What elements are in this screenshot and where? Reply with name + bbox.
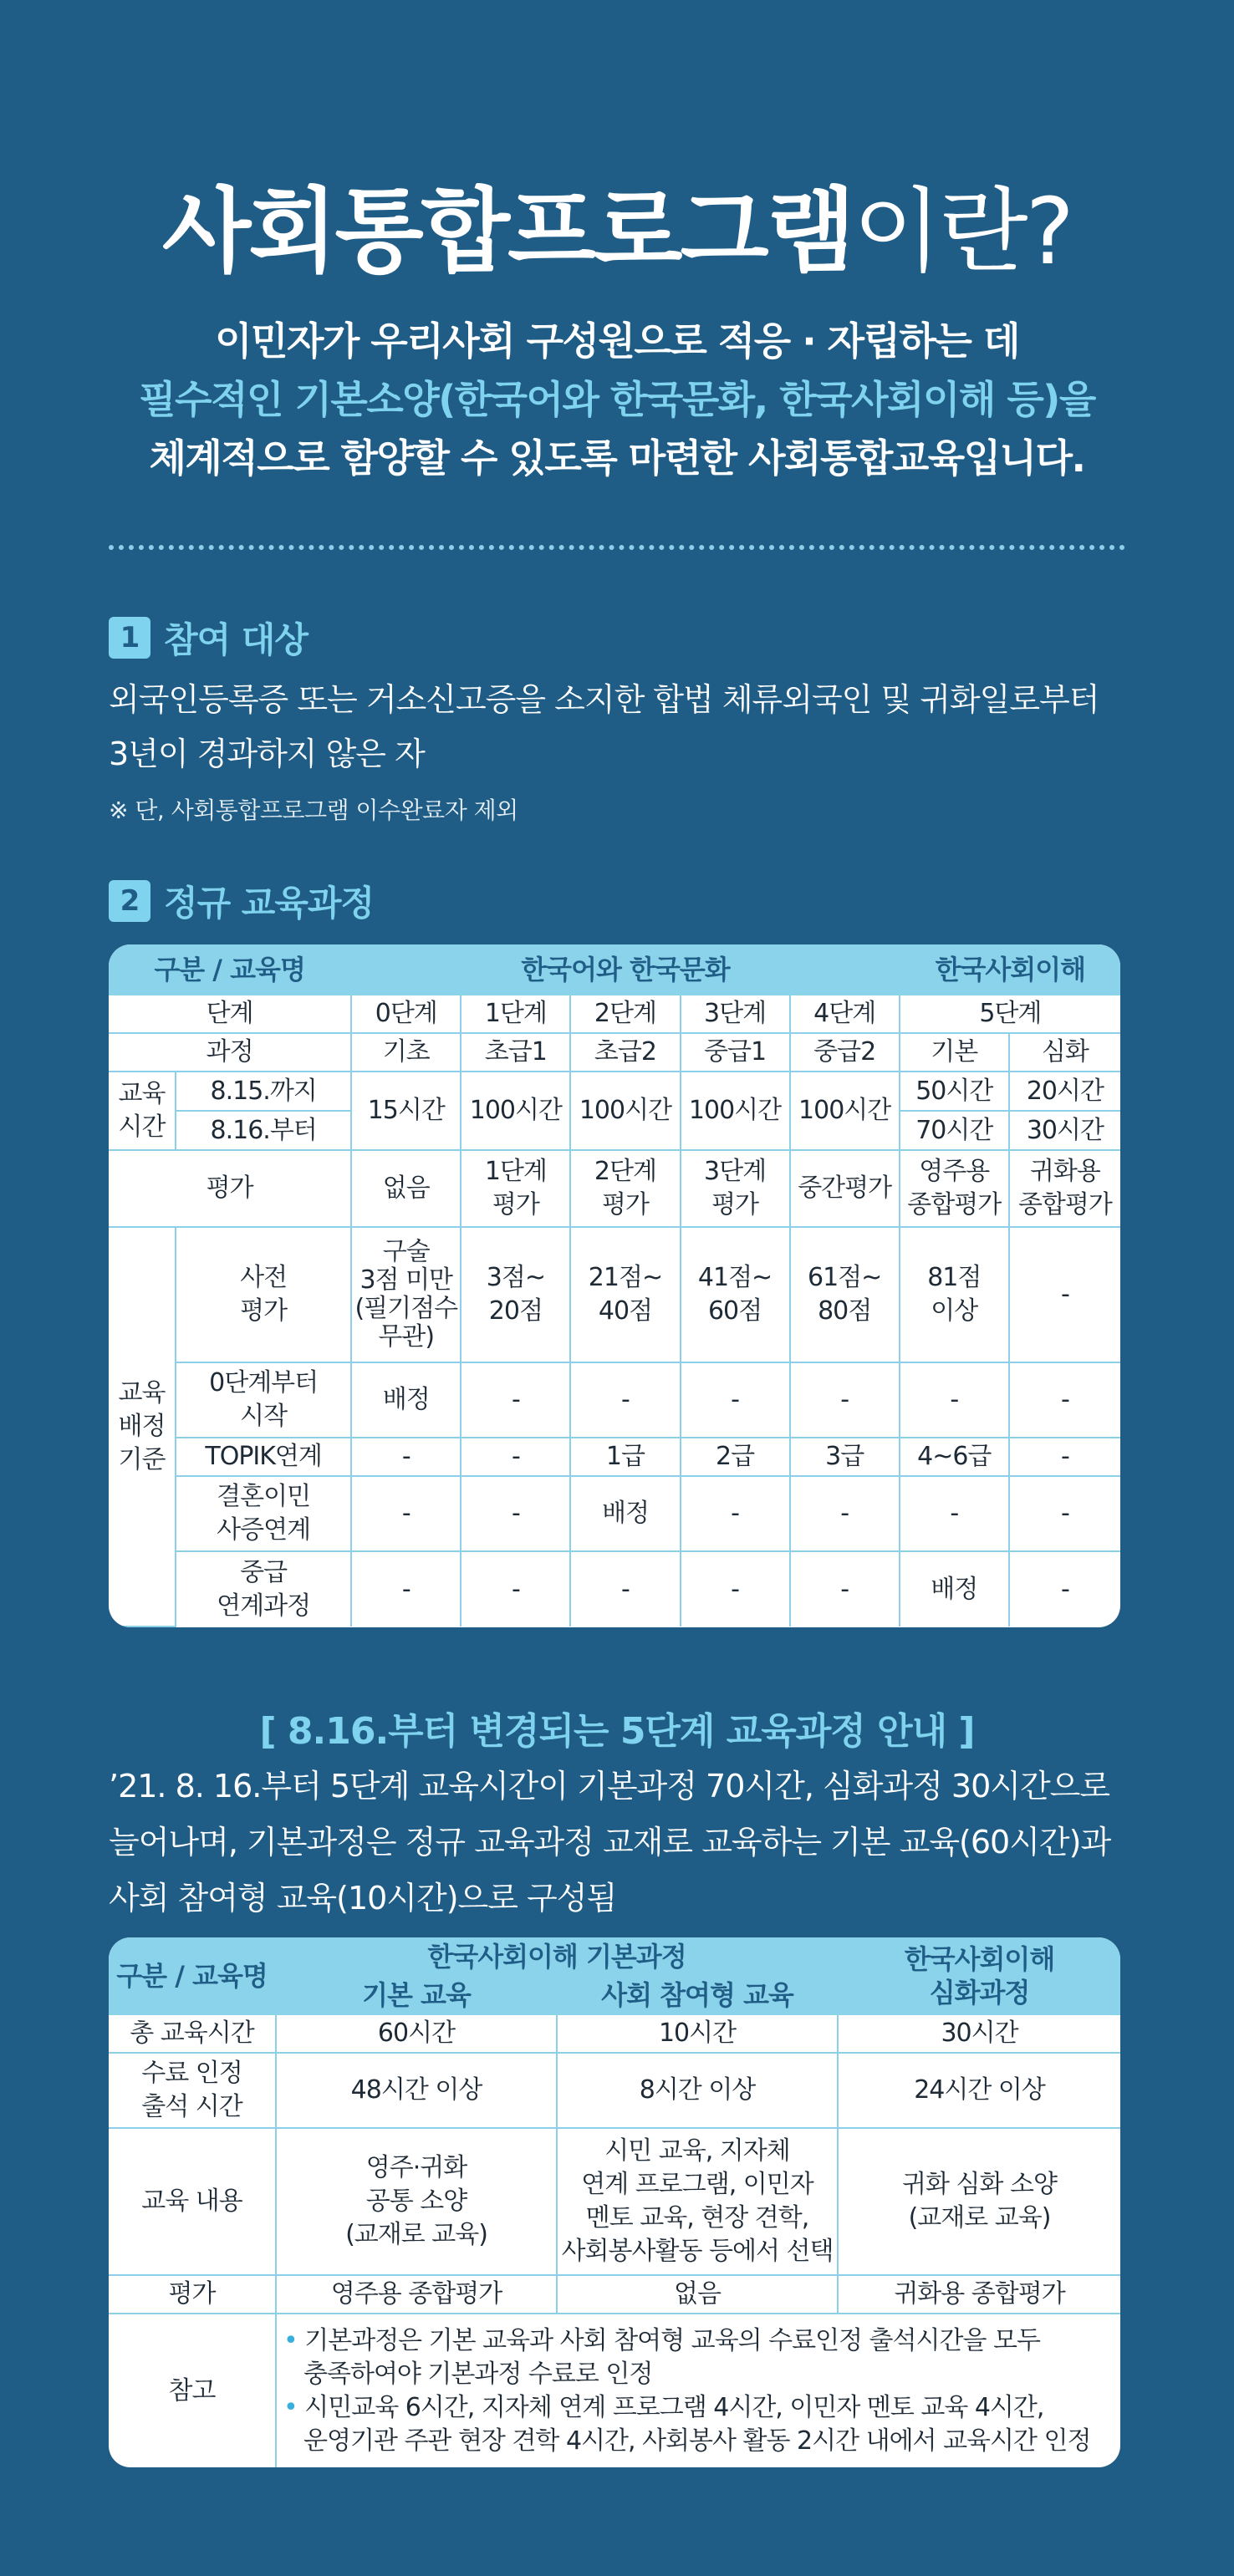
eligibility-text-1: 외국인등록증 또는 거소신고증을 소지한 합법 체류외국인 및 귀화일로부터 (109, 681, 1099, 718)
pretest-cell: 3점~ 20점 (461, 1227, 570, 1362)
reference-cell (276, 2314, 1120, 2467)
row-label-eval: 평가 (109, 2275, 276, 2314)
notice-text-1: ’21. 8. 16.부터 5단계 교육시간이 기본과정 70시간, 심화과정 30시간으로 (109, 1768, 1110, 1805)
content-cell: 귀화 심화 소양 (교재로 교육) (838, 2128, 1120, 2275)
course-cell: 초급1 (461, 1033, 570, 1072)
eval-cell: 귀화용 종합평가 (838, 2275, 1120, 2314)
notice-title: [ 8.16.부터 변경되는 5단계 교육과정 안내 ] (259, 1710, 975, 1753)
content-cell: 시민 교육, 지자체 연계 프로그램, 이민자 멘토 교육, 현장 견학, 사회봉사활동 등에서 선택 (557, 2128, 838, 2275)
eval-cell: 중간평가 (790, 1150, 900, 1227)
bullet-icon: • (283, 2392, 298, 2422)
header-korean-society: 한국사회이해 (900, 944, 1120, 995)
mid-cell: - (790, 1551, 900, 1627)
row-label-ref: 참고 (109, 2314, 276, 2467)
section-title: 참여 대상 (164, 619, 308, 660)
marriage-cell: 배정 (570, 1476, 680, 1551)
course-cell: 기본 (900, 1033, 1009, 1072)
header-basic-course: 한국사회이해 기본과정 (276, 1937, 838, 1976)
eligibility-note: ※ 단, 사회통합프로그램 이수완료자 제외 (109, 797, 518, 824)
curriculum-table (109, 944, 1120, 1627)
marriage-cell: - (351, 1476, 461, 1551)
topik-cell: 4~6급 (900, 1438, 1009, 1476)
mid-cell: - (570, 1551, 680, 1627)
header-category: 구분 / 교육명 (109, 1937, 276, 2014)
attend-cell: 48시간 이상 (276, 2053, 557, 2128)
section-heading-curriculum (109, 879, 374, 923)
attend-cell: 8시간 이상 (557, 2053, 838, 2128)
mid-cell: - (1009, 1551, 1120, 1627)
start0-cell: - (900, 1362, 1009, 1438)
course-cell: 중급2 (790, 1033, 900, 1072)
eligibility-text-2: 3년이 경과하지 않은 자 (109, 736, 425, 772)
ref-text: 시민교육 6시간, 지자체 연계 프로그램 4시간, 이민자 멘토 교육 4시간, (304, 2392, 1044, 2422)
total-cell: 10시간 (557, 2014, 838, 2053)
row-label-placement: 교육 배정 기준 (109, 1227, 176, 1627)
pretest-cell: 61점~ 80점 (790, 1227, 900, 1362)
row-label-topik: TOPIK연계 (176, 1438, 351, 1476)
hours-cell: 100시간 (570, 1072, 680, 1150)
header-social-edu: 사회 참여형 교육 (557, 1976, 838, 2014)
intro-line-1: 이민자가 우리사회 구성원으로 적응 · 자립하는 데 (215, 318, 1019, 364)
course-cell: 기초 (351, 1033, 461, 1072)
row-label-marriage: 결혼이민 사증연계 (176, 1476, 351, 1551)
notice-text-2: 늘어나며, 기본과정은 정규 교육과정 교재로 교육하는 기본 교육(60시간)과 (109, 1824, 1111, 1861)
pretest-cell: 41점~ 60점 (681, 1227, 790, 1362)
marriage-cell: - (900, 1476, 1009, 1551)
start0-cell: 배정 (351, 1362, 461, 1438)
eval-cell: 없음 (351, 1150, 461, 1227)
number-badge: 2 (109, 880, 150, 922)
total-cell: 30시간 (838, 2014, 1120, 2053)
topik-cell: 2급 (681, 1438, 790, 1476)
hours-cell: 100시간 (681, 1072, 790, 1150)
course-cell: 중급1 (681, 1033, 790, 1072)
eval-cell: 영주용 종합평가 (900, 1150, 1009, 1227)
start0-cell: - (570, 1362, 680, 1438)
row-label-content: 교육 내용 (109, 2128, 276, 2275)
row-label-attend: 수료 인정 출석 시간 (109, 2053, 276, 2128)
section-title: 정규 교육과정 (164, 883, 375, 924)
ref-line-1 (283, 2324, 1120, 2358)
stage-cell: 2단계 (570, 995, 680, 1033)
pretest-cell: 81점 이상 (900, 1227, 1009, 1362)
pretest-cell: - (1009, 1227, 1120, 1362)
mid-cell: - (461, 1551, 570, 1627)
mid-cell: 배정 (900, 1551, 1009, 1627)
row-label-until: 8.15.까지 (176, 1072, 351, 1111)
topik-cell: - (461, 1438, 570, 1476)
course-cell: 초급2 (570, 1033, 680, 1072)
topik-cell: - (351, 1438, 461, 1476)
ref-line-2: 충족하여야 기본과정 수료로 인정 (303, 2359, 653, 2389)
start0-cell: - (681, 1362, 790, 1438)
ref-line-3 (283, 2391, 1120, 2425)
eval-cell: 영주용 종합평가 (276, 2275, 557, 2314)
row-label-pretest: 사전 평가 (176, 1227, 351, 1362)
hours-cell: 20시간 (1009, 1072, 1120, 1111)
row-label-stage: 단계 (109, 995, 351, 1033)
intro-line-2: 필수적인 기본소양(한국어와 한국문화, 한국사회이해 등)을 (139, 377, 1095, 422)
eval-cell: 3단계 평가 (681, 1150, 790, 1227)
stage-cell: 5단계 (900, 995, 1120, 1033)
start0-cell: - (461, 1362, 570, 1438)
header-advanced-course: 한국사회이해 심화과정 (838, 1937, 1120, 2014)
ref-text: 기본과정은 기본 교육과 사회 참여형 교육의 수료인정 출석시간을 모두 (304, 2325, 1040, 2355)
section-heading-eligibility (109, 616, 308, 659)
pretest-cell: 21점~ 40점 (570, 1227, 680, 1362)
start0-cell: - (790, 1362, 900, 1438)
mid-cell: - (681, 1551, 790, 1627)
hours-cell: 100시간 (461, 1072, 570, 1150)
total-cell: 60시간 (276, 2014, 557, 2053)
eval-cell: 2단계 평가 (570, 1150, 680, 1227)
course-cell: 심화 (1009, 1033, 1120, 1072)
row-label-total: 총 교육시간 (109, 2014, 276, 2053)
pretest-cell: 구술 3점 미만 (필기점수 무관) (351, 1227, 461, 1362)
row-label-from: 8.16.부터 (176, 1111, 351, 1150)
hours-cell: 50시간 (900, 1072, 1009, 1111)
bullet-icon: • (283, 2325, 298, 2355)
title-light: 이란? (853, 178, 1072, 285)
header-basic-edu: 기본 교육 (276, 1976, 557, 2014)
start0-cell: - (1009, 1362, 1120, 1438)
marriage-cell: - (681, 1476, 790, 1551)
row-label-start0: 0단계부터 시작 (176, 1362, 351, 1438)
stage-cell: 4단계 (790, 995, 900, 1033)
course-change-table (109, 1937, 1120, 2467)
row-label-hours: 교육 시간 (109, 1072, 176, 1150)
row-label-course: 과정 (109, 1033, 351, 1072)
attend-cell: 24시간 이상 (838, 2053, 1120, 2128)
stage-cell: 0단계 (351, 995, 461, 1033)
ref-line-4: 운영기관 주관 현장 견학 4시간, 사회봉사 활동 2시간 내에서 교육시간 인정 (303, 2426, 1091, 2456)
content-cell: 영주·귀화 공통 소양 (교재로 교육) (276, 2128, 557, 2275)
eval-cell: 없음 (557, 2275, 838, 2314)
header-category: 구분 / 교육명 (109, 944, 351, 995)
hours-cell: 100시간 (790, 1072, 900, 1150)
stage-cell: 1단계 (461, 995, 570, 1033)
intro-line-3: 체계적으로 함양할 수 있도록 마련한 사회통합교육입니다. (149, 435, 1085, 481)
marriage-cell: - (790, 1476, 900, 1551)
number-badge: 1 (109, 617, 150, 659)
title-bold: 사회통합프로그램 (162, 178, 854, 285)
hours-cell: 70시간 (900, 1111, 1009, 1150)
topik-cell: - (1009, 1438, 1120, 1476)
row-label-mid: 중급 연계과정 (176, 1551, 351, 1627)
topik-cell: 3급 (790, 1438, 900, 1476)
header-korean-culture: 한국어와 한국문화 (351, 944, 900, 995)
eval-cell: 1단계 평가 (461, 1150, 570, 1227)
topik-cell: 1급 (570, 1438, 680, 1476)
hours-cell: 30시간 (1009, 1111, 1120, 1150)
dotted-divider (109, 545, 1125, 550)
stage-cell: 3단계 (681, 995, 790, 1033)
eval-cell: 귀화용 종합평가 (1009, 1150, 1120, 1227)
notice-text-3: 사회 참여형 교육(10시간)으로 구성됨 (109, 1880, 617, 1917)
row-label-eval: 평가 (109, 1150, 351, 1227)
marriage-cell: - (1009, 1476, 1120, 1551)
mid-cell: - (351, 1551, 461, 1627)
marriage-cell: - (461, 1476, 570, 1551)
hours-cell: 15시간 (351, 1072, 461, 1150)
page-title (0, 177, 1234, 286)
